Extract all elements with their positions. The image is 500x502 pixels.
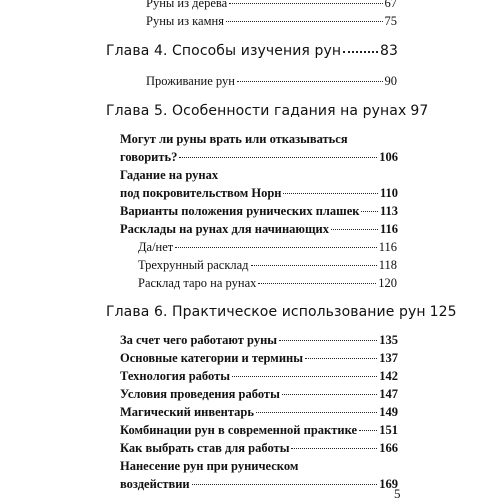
toc-entry-page: 110 <box>379 186 398 200</box>
toc-entry-page: 118 <box>378 258 397 272</box>
toc-entry <box>146 14 397 29</box>
toc-entry-page: 149 <box>379 405 398 419</box>
toc-entry-label: Расклад таро на рунах <box>138 276 257 290</box>
toc-entry-label: Руны из камня <box>146 14 224 28</box>
dot-leader <box>237 81 383 82</box>
toc-entry-page: 147 <box>379 387 398 401</box>
toc-chapter-4 <box>106 43 398 59</box>
toc-entry-page: 90 <box>384 74 397 88</box>
dot-leader <box>282 394 377 395</box>
toc-entry <box>120 150 398 165</box>
toc-entry-label: Магический инвентарь <box>120 405 254 419</box>
dot-leader <box>279 340 377 341</box>
dot-leader <box>305 358 377 359</box>
dot-leader <box>229 3 382 4</box>
toc-entry-label-line1: Нанесение рун при руническом <box>120 459 299 473</box>
chapter-title: Глава 4. Способы изучения рун <box>106 43 342 59</box>
toc-subentry <box>138 276 397 291</box>
toc-entry-label: Да/нет <box>138 240 174 254</box>
dot-leader <box>361 211 377 212</box>
toc-entry <box>120 477 398 492</box>
toc-entry <box>120 222 398 237</box>
dot-leader <box>291 448 377 449</box>
toc-entry-label: Варианты положения рунических плашек <box>120 204 360 218</box>
toc-entry-line1 <box>120 459 298 474</box>
dot-leader <box>251 265 377 266</box>
chapter-page: 83 <box>379 43 398 59</box>
toc-entry <box>120 423 398 438</box>
chapter-title: Глава 6. Практическое использование рун <box>106 304 426 320</box>
toc-entry <box>146 0 397 11</box>
toc-entry-line1 <box>120 168 218 183</box>
toc-entry-page: 169 <box>379 477 398 491</box>
toc-entry-label-line1: Гадание на рунах <box>120 168 219 182</box>
dot-leader <box>258 283 376 284</box>
toc-entry <box>120 387 398 402</box>
toc-entry-label: говорить? <box>120 150 178 164</box>
page-number: 5 <box>394 486 401 501</box>
toc-entry-page: 116 <box>379 222 398 236</box>
chapter-page: 97 <box>410 103 429 119</box>
toc-entry <box>120 204 398 219</box>
dot-leader <box>232 376 377 377</box>
dot-leader <box>192 484 378 485</box>
toc-entry-label: Трехрунный расклад <box>138 258 249 272</box>
toc-entry-page: 116 <box>378 240 397 254</box>
chapter-title: Глава 5. Особенности гадания на рунах <box>106 103 407 119</box>
dot-leader <box>283 193 377 194</box>
toc-entry-page: 67 <box>384 0 397 10</box>
toc-entry <box>120 186 398 201</box>
dot-leader <box>359 430 377 431</box>
toc-entry-label: под покровительством Норн <box>120 186 282 200</box>
dot-leader <box>175 247 376 248</box>
dot-leader <box>256 412 377 413</box>
dot-leader <box>343 51 378 53</box>
toc-entry <box>120 369 398 384</box>
toc-entry-page: 120 <box>378 276 397 290</box>
toc-entry-page: 166 <box>379 441 398 455</box>
dot-leader <box>226 21 383 22</box>
toc-chapter-6 <box>106 304 457 320</box>
toc-chapter-5 <box>106 103 429 119</box>
toc-entry <box>146 74 397 89</box>
toc-entry-label: воздействии <box>120 477 190 491</box>
toc-entry-label: Как выбрать став для работы <box>120 441 290 455</box>
toc-entry-line1 <box>120 132 348 147</box>
toc-entry-label: Руны из дерева <box>146 0 228 10</box>
toc-entry-page: 151 <box>379 423 398 437</box>
toc-entry <box>120 405 398 420</box>
toc-entry-label-line1: Могут ли руны врать или отказываться <box>120 132 348 146</box>
chapter-page: 125 <box>429 304 457 320</box>
toc-entry-page: 142 <box>379 369 398 383</box>
toc-entry-label: Технология работы <box>120 369 230 383</box>
toc-entry-label: Основные категории и термины <box>120 351 303 365</box>
toc-entry-page: 135 <box>379 333 398 347</box>
toc-entry-label: Проживание рун <box>146 74 235 88</box>
toc-entry-page: 137 <box>379 351 398 365</box>
toc-entry-page: 113 <box>379 204 398 218</box>
toc-entry-label: Условия проведения работы <box>120 387 280 401</box>
toc-entry-label: Расклады на рунах для начинающих <box>120 222 329 236</box>
dot-leader <box>331 229 378 230</box>
toc-entry <box>120 333 398 348</box>
toc-entry <box>120 441 398 456</box>
toc-entry-label: За счет чего работают руны <box>120 333 278 347</box>
dot-leader <box>179 157 377 158</box>
toc-subentry <box>138 258 397 273</box>
toc-entry-label: Комбинации рун в современной практике <box>120 423 358 437</box>
toc-entry-page: 75 <box>384 14 397 28</box>
toc-entry-page: 106 <box>379 150 398 164</box>
toc-subentry <box>138 240 397 255</box>
toc-entry <box>120 351 398 366</box>
